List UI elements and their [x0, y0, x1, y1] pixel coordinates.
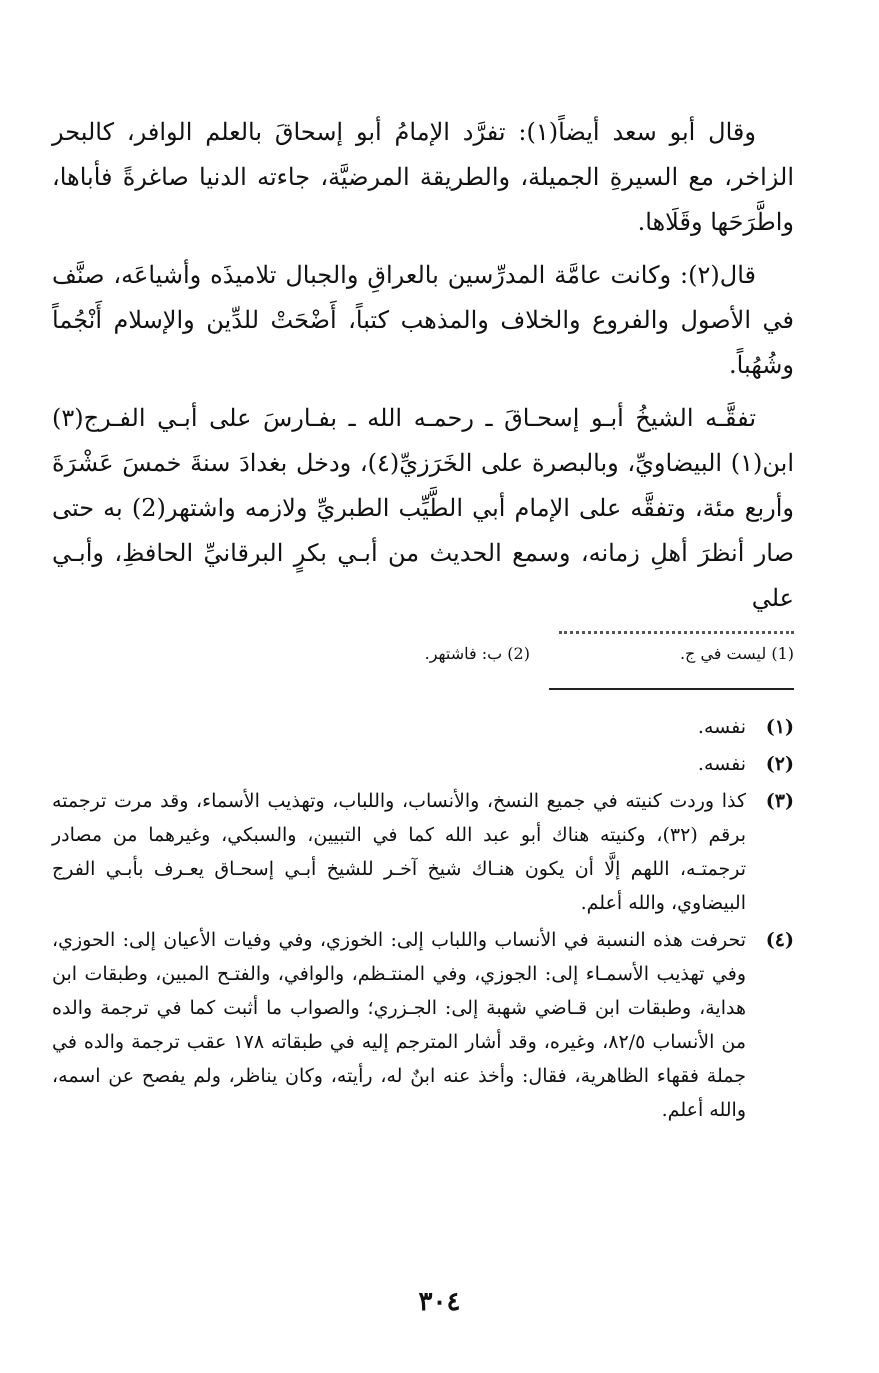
body-paragraph-3: تفقَّـه الشيخُ أبـو إسحـاقَ ـ رحمـه الله ـ بفـارسَ على أبـي الفـرج(٣) ابن(١) البيضاويِّ، وبالبصرة على الخَرَزيِّ(٤)، ودخل بغدادَ سنةَ خمسَ عَشْرَةَ وأربع مئة، وتفقَّه على الإمام أبي الطَّيِّب الطبريِّ ولازمه واشتهر(2) به حتى صار أنظرَ أهلِ زمانه، وسمع الحديث من أبـي بكرٍ البرقانيِّ الحافظِ، وأبـي علي [52, 404, 795, 612]
variant-notes [52, 640, 794, 668]
footnote-1 [52, 710, 794, 744]
footnote-number: (٢) [765, 753, 794, 775]
footnote-3 [52, 784, 794, 920]
footnote-number: (٤) [765, 929, 794, 951]
footnote-number: (١) [765, 716, 794, 738]
variant-note-2: (2) ب: فاشتهر. [424, 644, 530, 663]
footnote-2 [52, 747, 794, 781]
footnote-text: كذا وردت كنيته في جميع النسخ، والأنساب، واللباب، وتهذيب الأسماء، وقد مرت ترجمته برقم (٣٢)، وكنيته هناك أبو عبد الله كما في التبيين، والسبكي، وغيرهما من مصادر ترجمتـه، اللهم إلَّا أن يكون هنـاك شيخ آخـر للشيخ أبـي إسحـاق يعـرف بأبـي الفرج البيضاوي، والله أعلم. [52, 790, 746, 914]
footnote-text: تحرفت هذه النسبة في الأنساب واللباب إلى: الخوزي، وفي وفيات الأعيان إلى: الحوزي، وفي تهذيب الأسمـاء إلى: الجوزي، وفي المنتـظم، والوافي، والفتـح المبين، وطبقات ابن هداية، وطبقات ابن قـاضي شهبة إلى: الجـزري؛ والصواب ما أثبت كما في ترجمة والده من الأنساب ٨٢/٥، وغيره، وقد أشار المترجم إليه في طبقاته ١٧٨ عقب ترجمة والده في جملة فقهاء الظاهرية، فقال: وأخذ عنه ابنٌ له، رأيته، وكان يناظر، ولم يفصح عن اسمه، والله أعلم. [52, 929, 747, 1121]
body-paragraph-2: قال(٢): وكانت عامَّة المدرِّسين بالعراقِ والجبال تلاميذَه وأشياعَه، صنَّف في الأصول والفروع والخلاف والمذهب كتباً، أَضْحَتْ للدِّين والإسلام أَنْجُماً وشُهُباً. [52, 261, 794, 379]
dotted-separator [559, 631, 794, 634]
footnote-number: (٣) [765, 790, 794, 812]
variant-note-1: (1) ليست في ج. [679, 644, 794, 663]
body-paragraph-1: وقال أبو سعد أيضاً(١): تفرَّد الإمامُ أبو إسحاقَ بالعلم الوافر، كالبحر الزاخر، مع السيرةِ الجميلة، والطريقة المرضيَّة، جاءته الدنيا صاغرةً فأباها، واطَّرَحَها وقَلَاها. [52, 118, 794, 236]
footnote-text: نفسه. [697, 753, 746, 775]
page-content [52, 110, 794, 1130]
footnote-text: نفسه. [697, 716, 746, 738]
page-number: ٣٠٤ [418, 1287, 461, 1317]
footnote-separator [549, 688, 794, 690]
footnote-4 [52, 923, 794, 1127]
